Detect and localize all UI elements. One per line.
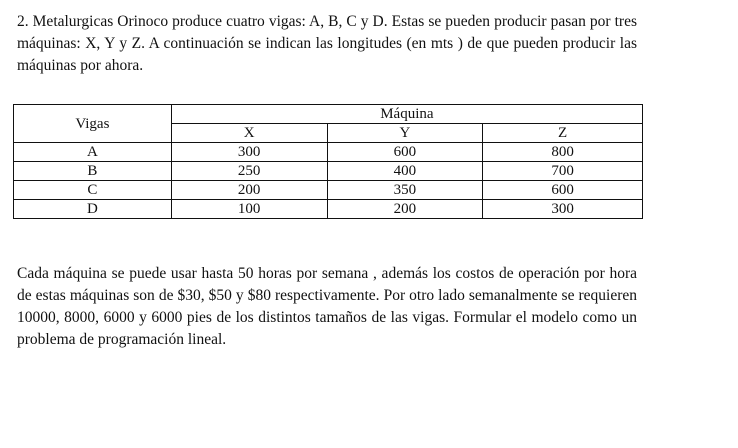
cell-value: 250 (171, 162, 327, 181)
beam-label: C (14, 181, 172, 200)
table-row (14, 200, 643, 219)
cell-value: 300 (483, 200, 643, 219)
header-machine-z: Z (483, 124, 643, 143)
table-header-row (14, 105, 643, 124)
beam-length-table (13, 104, 643, 219)
table-row (14, 162, 643, 181)
cell-value: 100 (171, 200, 327, 219)
table-row (14, 181, 643, 200)
cell-value: 200 (171, 181, 327, 200)
beam-label: A (14, 143, 172, 162)
cell-value: 600 (327, 143, 483, 162)
cell-value: 400 (327, 162, 483, 181)
cell-value: 200 (327, 200, 483, 219)
cell-value: 700 (483, 162, 643, 181)
header-machine-y: Y (327, 124, 483, 143)
header-machine-x: X (171, 124, 327, 143)
table-row (14, 143, 643, 162)
beam-label: B (14, 162, 172, 181)
cell-value: 600 (483, 181, 643, 200)
cell-value: 800 (483, 143, 643, 162)
header-vigas: Vigas (14, 105, 172, 143)
header-maquina: Máquina (171, 105, 642, 124)
cell-value: 350 (327, 181, 483, 200)
problem-statement: 2. Metalurgicas Orinoco produce cuatro vigas: A, B, C y D. Estas se pueden producir pasan por tres máquinas: X, Y y Z. A continuación se indican las longitudes (en mts ) de que pueden producir las máquinas por ahora. (17, 13, 637, 74)
beam-label: D (14, 200, 172, 219)
problem-conditions: Cada máquina se puede usar hasta 50 horas por semana , además los costos de operación por hora de estas máquinas son de $30, $50 y $80 respectivamente. Por otro lado semanalmente se requieren 10000, 8000, 6000 y 6000 pies de los distintos tamaños de las vigas. Formular el modelo como un problema de programación lineal. (17, 265, 637, 348)
cell-value: 300 (171, 143, 327, 162)
